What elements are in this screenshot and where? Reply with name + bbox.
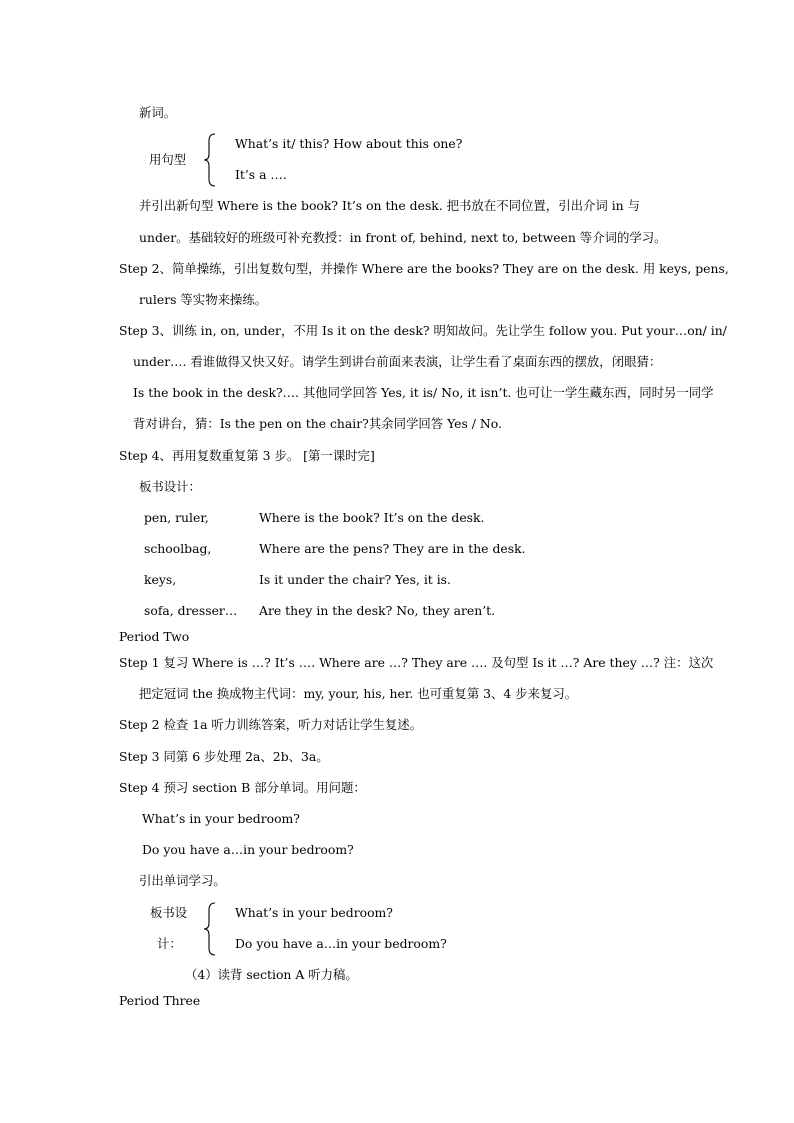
text-line: 把定冠词 the 换成物主代词：my, your, his, her. 也可重复第 3、4 步来复习。 bbox=[139, 686, 578, 701]
text-line: Step 3 同第 6 步处理 2a、2b、3a。 bbox=[119, 749, 329, 764]
text-line: Step 4 预习 section B 部分单词。用问题： bbox=[119, 780, 366, 795]
board-heading: 板书设计： bbox=[139, 479, 201, 494]
text-line: under。基础较好的班级可补充教授：in front of, behind, next to, between 等介词的学习。 bbox=[139, 230, 667, 245]
board-left-cell: sofa, dresser… bbox=[144, 603, 238, 618]
board-line: What’s in your bedroom? bbox=[235, 905, 393, 920]
text-line: Step 2 检查 1a 听力训练答案，听力对话让学生复述。 bbox=[119, 717, 423, 732]
text-line: （4）读背 section A 听力稿。 bbox=[185, 967, 358, 982]
board-right-cell: Where is the book? It’s on the desk. bbox=[259, 510, 485, 525]
text-line: rulers 等实物来操练。 bbox=[139, 292, 268, 307]
period-heading: Period Three bbox=[119, 993, 201, 1008]
text-line: Step 2、简单操练，引出复数句型，并操作 Where are the books? They are on the desk. 用 keys, pens, bbox=[119, 261, 729, 276]
board-right-cell: Is it under the chair? Yes, it is. bbox=[259, 572, 451, 587]
board-right-cell: Are they in the desk? No, they aren’t. bbox=[259, 603, 496, 618]
board-right-cell: Where are the pens? They are in the desk. bbox=[259, 541, 526, 556]
board-label: 计： bbox=[157, 936, 182, 951]
text-line: Is the book in the desk?…. 其他同学回答 Yes, it is/ No, it isn’t. 也可让一学生藏东西，同时另一同学 bbox=[133, 385, 714, 400]
board-left-cell: keys, bbox=[144, 572, 177, 587]
pattern-label: 用句型 bbox=[149, 152, 187, 167]
pattern-line: It’s a …. bbox=[235, 167, 287, 182]
text-line: 引出单词学习。 bbox=[139, 873, 226, 888]
period-heading: Period Two bbox=[119, 629, 190, 644]
board-left-cell: pen, ruler, bbox=[144, 510, 209, 525]
pattern-line: What’s it/ this? How about this one? bbox=[235, 136, 463, 151]
board-line: Do you have a…in your bedroom? bbox=[235, 936, 447, 951]
text-line: Do you have a…in your bedroom? bbox=[142, 842, 354, 857]
board-left-cell: schoolbag, bbox=[144, 541, 212, 556]
text-line: What’s in your bedroom? bbox=[142, 811, 300, 826]
text-line: under…. 看谁做得又快又好。请学生到讲台前面来表演，让学生看了桌面东西的摆放，闭眼猜： bbox=[133, 354, 662, 369]
brace-icon bbox=[203, 133, 217, 187]
text-line: 新词。 bbox=[139, 105, 177, 120]
text-line: 背对讲台，猜：Is the pen on the chair?其余同学回答 Yes / No. bbox=[133, 416, 502, 431]
text-line: 并引出新句型 Where is the book? It’s on the desk. 把书放在不同位置，引出介词 in 与 bbox=[139, 198, 640, 213]
text-line: Step 1 复习 Where is …? It’s …. Where are …? They are …. 及句型 Is it …? Are they …? 注：这次 bbox=[119, 655, 714, 670]
text-line: Step 3、训练 in, on, under，不用 Is it on the desk? 明知故问。先让学生 follow you. Put your…on/ in/ bbox=[119, 323, 727, 338]
board-label: 板书设 bbox=[150, 905, 188, 920]
text-line: Step 4、再用复数重复第 3 步。 [第一课时完] bbox=[119, 448, 375, 463]
brace-icon bbox=[203, 902, 217, 956]
